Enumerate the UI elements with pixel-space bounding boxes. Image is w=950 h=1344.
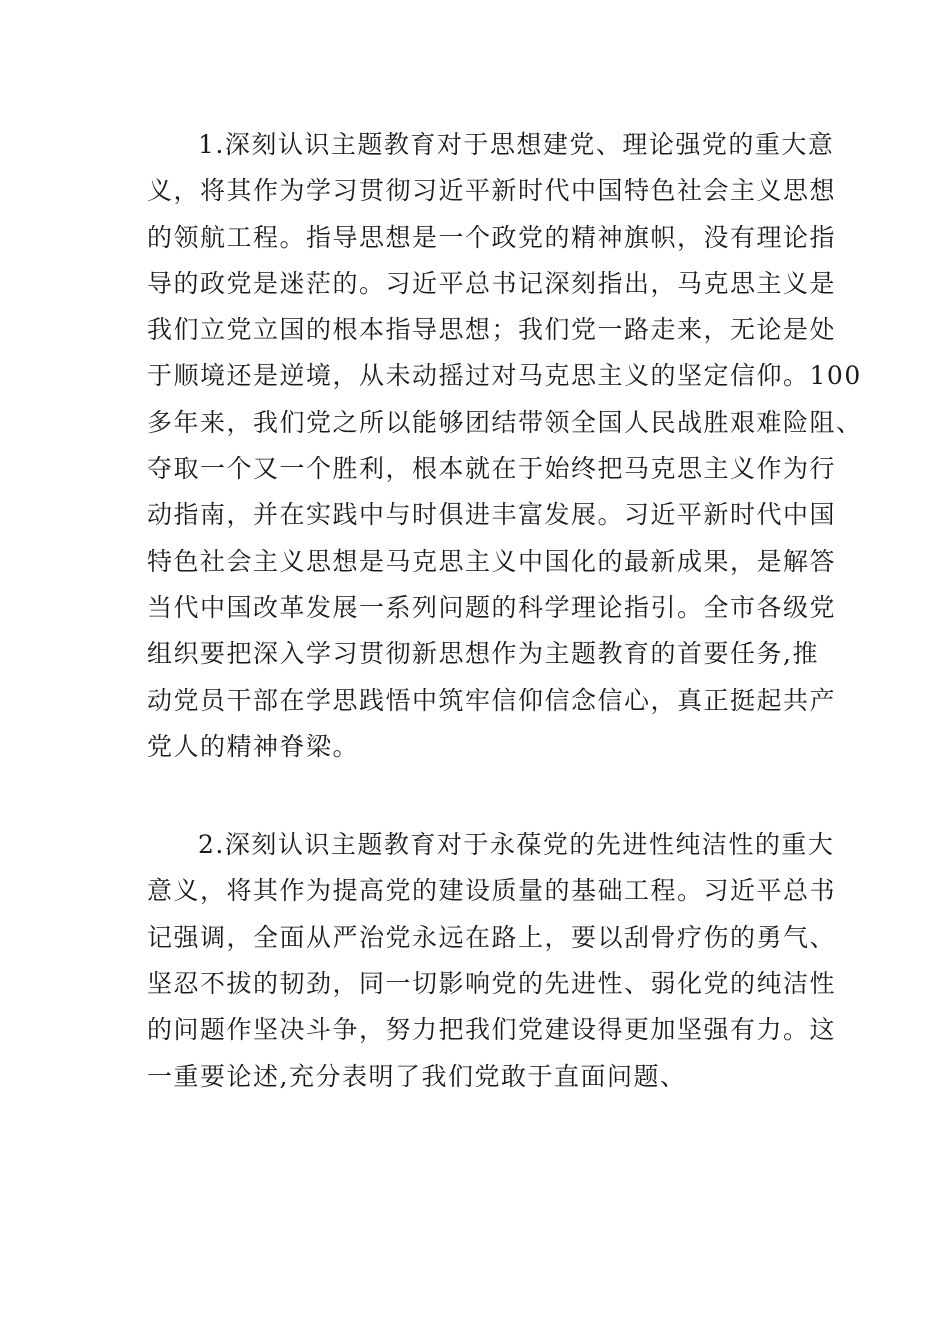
paragraph-line: 的领航工程。指导思想是一个政党的精神旗帜，没有理论指 — [147, 222, 837, 252]
paragraph-line: 动党员干部在学思践悟中筑牢信仰信念信心，真正挺起共产 — [147, 685, 837, 715]
paragraph-line: 一重要论述,充分表明了我们党敢于直面问题、 — [147, 1061, 687, 1091]
paragraph-line: 导的政党是迷茫的。习近平总书记深刻指出，马克思主义是 — [147, 268, 837, 298]
paragraph-line: 特色社会主义思想是马克思主义中国化的最新成果，是解答 — [147, 546, 837, 576]
document-body — [147, 122, 863, 1100]
paragraph-line: 党人的精神脊梁。 — [147, 731, 360, 761]
paragraph-line: 义，将其作为学习贯彻习近平新时代中国特色社会主义思想 — [147, 176, 837, 206]
paragraph-2 — [147, 822, 837, 1100]
paragraph-1 — [147, 122, 863, 770]
paragraph-line: 我们立党立国的根本指导思想；我们党一路走来，无论是处 — [147, 315, 837, 345]
paragraph-line: 1.深刻认识主题教育对于思想建党、理论强党的重大意 — [198, 130, 835, 159]
paragraph-line: 组织要把深入学习贯彻新思想作为主题教育的首要任务,推 — [147, 639, 819, 669]
paragraph-line: 坚忍不拔的韧劲，同一切影响党的先进性、弱化党的纯洁性 — [147, 969, 837, 999]
paragraph-line: 记强调，全面从严治党永远在路上，要以刮骨疗伤的勇气、 — [147, 922, 837, 952]
paragraph-line: 夺取一个又一个胜利，根本就在于始终把马克思主义作为行 — [147, 454, 837, 484]
paragraph-line: 于顺境还是逆境，从未动摇过对马克思主义的坚定信仰。100 — [147, 361, 862, 391]
paragraph-line: 意义，将其作为提高党的建设质量的基础工程。习近平总书 — [147, 876, 837, 906]
paragraph-line: 动指南，并在实践中与时俱进丰富发展。习近平新时代中国 — [147, 500, 837, 530]
paragraph-line: 2.深刻认识主题教育对于永葆党的先进性纯洁性的重大 — [198, 830, 835, 860]
paragraph-line: 当代中国改革发展一系列问题的科学理论指引。全市各级党 — [147, 592, 837, 622]
paragraph-line: 多年来，我们党之所以能够团结带领全国人民战胜艰难险阻、 — [147, 407, 863, 437]
paragraph-line: 的问题作坚决斗争，努力把我们党建设得更加坚强有力。这 — [147, 1015, 837, 1045]
